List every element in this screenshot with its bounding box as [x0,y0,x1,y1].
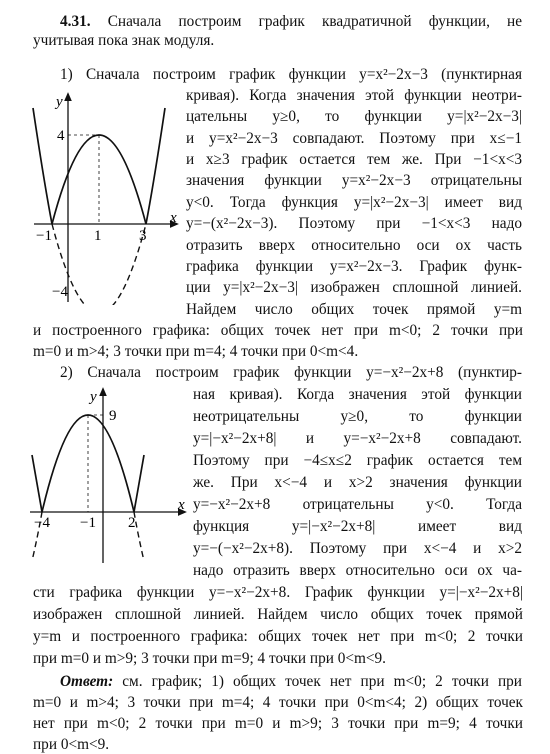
part1-line-5: и x≥3 график остается тем же. При −1<x<3 [186,151,522,168]
graph2-solid-right-branch [134,455,144,512]
graph-part2 [28,385,190,565]
part1-line-2: кривая). Когда значения этой функции неотри- [186,87,522,104]
part1-line-12: Найдем число общих точек прямой y=m [186,301,522,318]
graph2-label-x2: 2 [128,515,136,531]
part2-line-4: y=|−x²−2x+8| и y=−x²−2x+8 совпадают. [193,430,522,447]
part2-line-2: ная кривая). Когда значения этой функции [193,386,522,403]
part1-line-6: значения функции y=x²−2x−3 отрицательны [186,172,522,189]
answer-line-1 [60,672,522,691]
graph2-solid-left-branch [32,455,42,512]
part2-line-6: же. При x<−4 и x>2 значения функции [193,474,522,491]
part1-line-10: графика функции y=x²−2x−3. График функ- [186,258,522,275]
graph2-label-y9: 9 [109,408,117,424]
answer-line-2: m=0 и m>4; 3 точки при m=4; 4 точки при 0<m<4; 2) общих точек [33,694,523,711]
graph1-label-y-4: −4 [52,284,68,300]
graph2-label-x-1: −1 [80,515,96,531]
part1-line-1: 1) Сначала построим график функции y=x²−2x−3 (пунктирная [60,66,522,83]
part1-line-14: m=0 и m>4; 3 точки при m=4; 4 точки при 0<m<4. [33,343,359,360]
graph2-dashed-right-tail [134,512,144,561]
graph1-label-x1: 1 [94,228,102,244]
problem-intro-line-2: учитывая пока знак модуля. [33,32,215,49]
answer-line-3: нет при m<0; 2 точки при m=0 и m>9; 3 точки при m=9; 4 точки [33,715,523,732]
graph1-label-y4: 4 [57,128,65,144]
graph1-solid-right-branch [146,108,165,224]
part1-line-13: и построенного графика: общих точек нет при m<0; 2 точки при [33,322,523,339]
answer-text-1: см. график; 1) общих точек нет при m<0; 2 точки при [122,673,522,690]
part1-line-9: отразить вверх относительно оси ox часть [186,237,522,254]
part2-line-1: 2) Сначала построим график функции y=−x²−2x+8 (пунктир- [60,364,522,381]
graph1-solid-left-branch [33,108,52,224]
problem-intro-text: Сначала построим график квадратичной функции, не [107,13,522,30]
part1-line-4: и y=x²−2x−3 совпадают. Поэтому при x≤−1 [186,130,522,147]
graph1-x-label: x [170,210,177,226]
problem-intro-line-1 [60,12,522,31]
problem-number: 4.31. [60,13,91,30]
part2-line-9: y=−(−x²−2x+8). Поэтому при x<−4 и x>2 [193,540,522,557]
graph-part1 [30,90,180,305]
graph2-label-x-4: −4 [34,515,50,531]
part2-line-11: сти графика функции y=−x²−2x+8. График функции y=|−x²−2x+8| [33,584,523,601]
graph1-label-x3: 3 [139,228,147,244]
part2-line-12: изображен сплошной линией. Найдем число общих точек прямой [33,606,523,623]
part1-line-7: y<0. Тогда функция y=|x²−2x−3| имеет вид [186,194,522,211]
part1-line-11: ции y=|x²−2x−3| изображен сплошной линией. [186,279,522,296]
graph2-x-label: x [178,497,185,513]
part2-line-14: при m=0 и m>9; 3 точки при m=9; 4 точки при 0<m<9. [33,650,387,667]
part2-line-8: функция y=|−x²−2x+8| имеет вид [193,518,522,535]
graph1-label-x-1: −1 [36,228,52,244]
graph2-y-label: y [90,389,97,405]
answer-line-4: при 0<m<9. [33,736,110,753]
graph1-y-label: y [56,94,63,110]
part2-line-5: Поэтому при −4≤x≤2 график остается тем [193,452,522,469]
part2-line-13: y=m и построенного графика: общих точек нет при m<0; 2 точки [33,628,523,645]
part2-line-3: неотрицательны y≥0, то функции [193,408,522,425]
part2-line-7: y=−x²−2x+8 отрицательны y<0. Тогда [193,496,522,513]
part1-line-3: цательны y≥0, то функции y=|x²−2x−3| [186,108,522,125]
answer-label: Ответ: [60,673,114,690]
part1-line-8: y=−(x²−2x−3). Поэтому при −1<x<3 надо [186,215,522,232]
part2-line-10: надо отразить вверх относительно оси ox ча- [193,562,522,579]
